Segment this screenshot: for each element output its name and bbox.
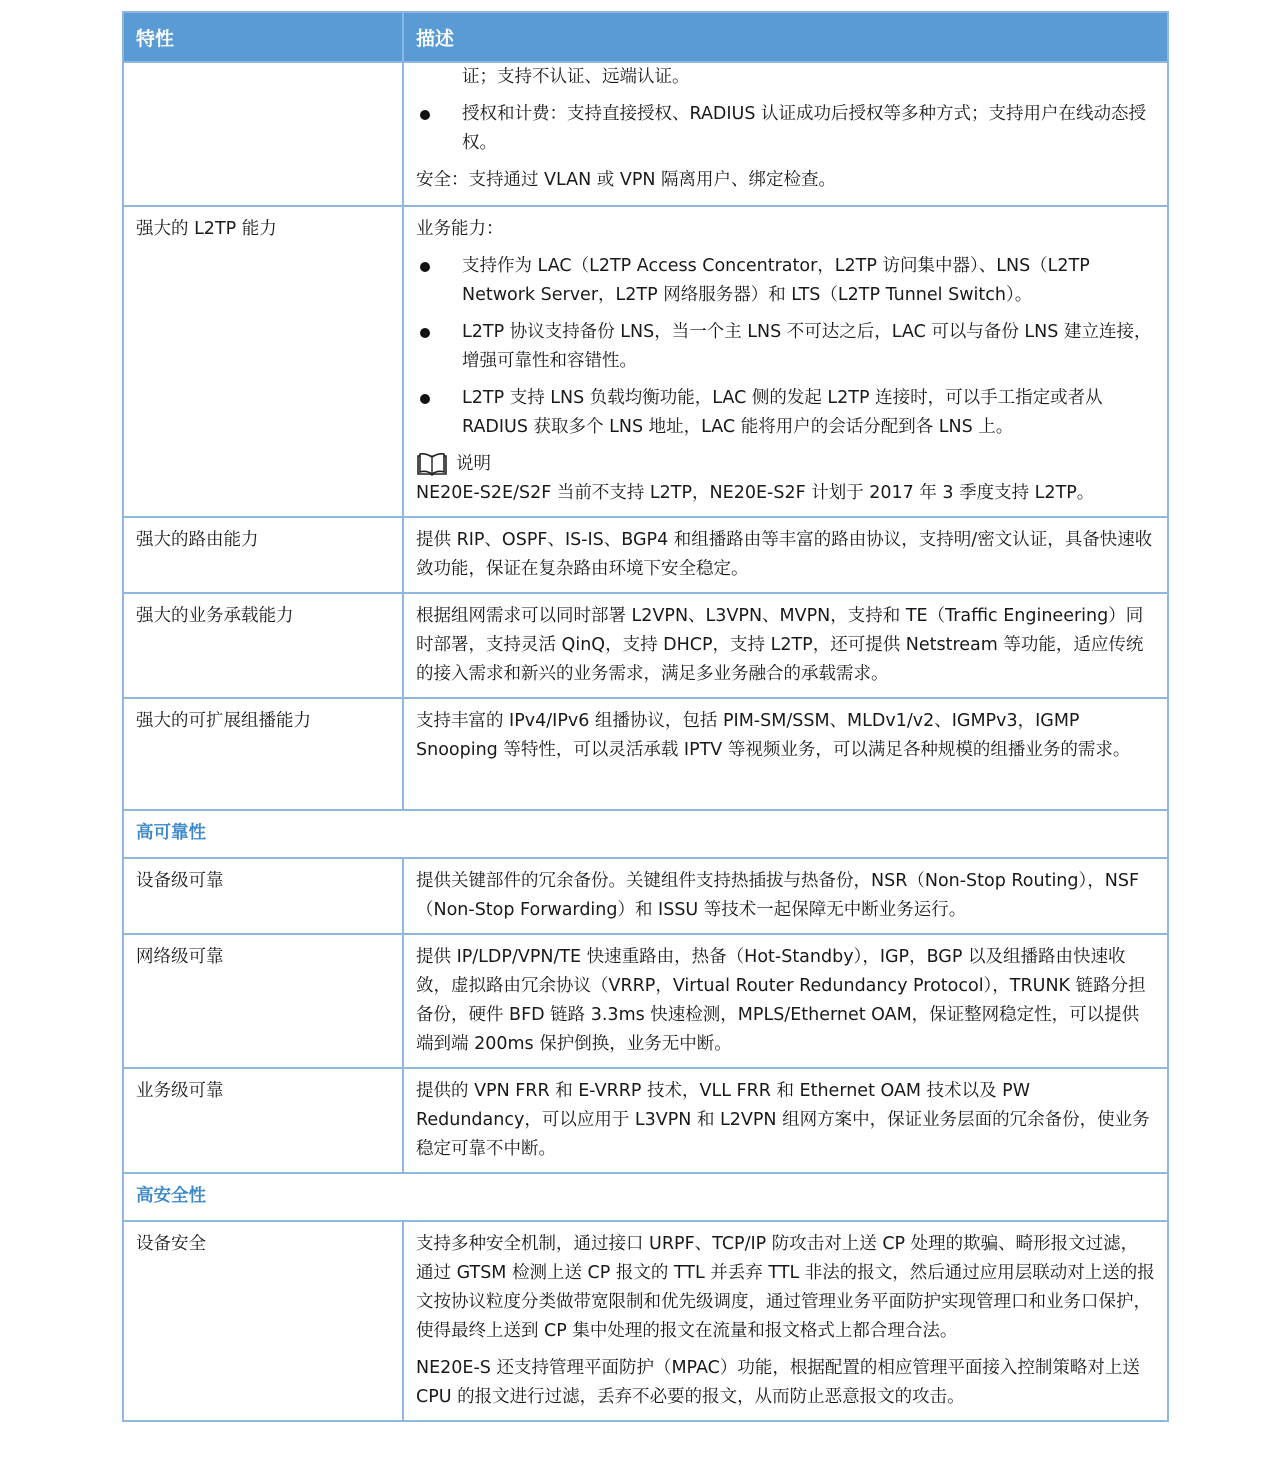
paragraph: NE20E-S 还支持管理平面防护（MPAC）功能，根据配置的相应管理平面接入控制策略对上送 CPU 的报文进行过滤，丢弃不必要的报文，从而防止恶意报文的攻击。 — [416, 1358, 1140, 1407]
feature-cell: 设备级可靠 — [123, 858, 403, 934]
feature-cell: 强大的可扩展组播能力 — [123, 698, 403, 810]
feature-cell: 网络级可靠 — [123, 934, 403, 1068]
note-label: 说明 — [456, 454, 491, 474]
table-header-row — [123, 12, 1168, 62]
section-title-security: 高安全性 — [123, 1173, 1168, 1221]
description-cell: 根据组网需求可以同时部署 L2VPN、L3VPN、MVPN，支持和 TE（Traffic Engineering）同时部署，支持灵活 QinQ，支持 DHCP，支持 L2TP，还可提供 Netstream 等功能，适应传统的接入需求和新兴的业务需求，满足多业务融合的承载需求。 — [403, 593, 1168, 698]
table-row — [123, 206, 1168, 517]
table-row — [123, 1068, 1168, 1173]
note-heading — [416, 450, 1155, 479]
feature-cell: 业务级可靠 — [123, 1068, 403, 1173]
bullet-list — [416, 252, 1155, 442]
paragraph: 支持多种安全机制，通过接口 URPF、TCP/IP 防攻击对上送 CP 处理的欺骗、畸形报文过滤，通过 GTSM 检测上送 CP 报文的 TTL 并丢弃 TTL 非法的报文，然后通过应用层联动对上送的报文按协议粒度分类做带宽限制和优先级调度，通过管理业务平面防护实现管理口和业务口保护，使得最终上送到 CP 集中处理的报文在流量和报文格式上都合理合法。 — [416, 1234, 1155, 1341]
continued-text: 证；支持不认证、远端认证。 — [462, 67, 690, 87]
feature-table — [122, 11, 1169, 1422]
table-row — [123, 858, 1168, 934]
table-row — [123, 517, 1168, 593]
feature-cell — [123, 62, 403, 206]
list-item: L2TP 协议支持备份 LNS，当一个主 LNS 不可达之后，LAC 可以与备份 LNS 建立连接，增强可靠性和容错性。 — [416, 318, 1155, 376]
description-cell: 提供 RIP、OSPF、IS-IS、BGP4 和组播路由等丰富的路由协议，支持明/密文认证，具备快速收敛功能，保证在复杂路由环境下安全稳定。 — [403, 517, 1168, 593]
list-item: L2TP 支持 LNS 负载均衡功能，LAC 侧的发起 L2TP 连接时，可以手工指定或者从 RADIUS 获取多个 LNS 地址，LAC 能将用户的会话分配到各 LNS 上。 — [416, 384, 1155, 442]
table-row — [123, 62, 1168, 206]
section-row — [123, 1173, 1168, 1221]
header-description: 描述 — [403, 12, 1168, 62]
description-cell: 提供关键部件的冗余备份。关键组件支持热插拔与热备份，NSR（Non-Stop Routing），NSF（Non-Stop Forwarding）和 ISSU 等技术一起保障无中断业务运行。 — [403, 858, 1168, 934]
bullet-list — [416, 100, 1155, 158]
feature-cell: 强大的路由能力 — [123, 517, 403, 593]
description-cell: 提供 IP/LDP/VPN/TE 快速重路由，热备（Hot-Standby），IGP，BGP 以及组播路由快速收敛，虚拟路由冗余协议（VRRP，Virtual Router Redundancy Protocol），TRUNK 链路分担备份，硬件 BFD 链路 3.3ms 快速检测，MPLS/Ethernet OAM，保证整网稳定性，可以提供端到端 200ms 保护倒换，业务无中断。 — [403, 934, 1168, 1068]
paragraph: 安全：支持通过 VLAN 或 VPN 隔离用户、绑定检查。 — [416, 170, 837, 190]
description-cell — [403, 206, 1168, 517]
list-item: 授权和计费：支持直接授权、RADIUS 认证成功后授权等多种方式；支持用户在线动态授权。 — [416, 100, 1155, 158]
book-icon — [416, 453, 448, 477]
note-text: NE20E-S2E/S2F 当前不支持 L2TP，NE20E-S2F 计划于 2017 年 3 季度支持 L2TP。 — [416, 483, 1095, 503]
paragraph: 业务能力： — [416, 219, 504, 239]
section-row — [123, 810, 1168, 858]
table-row — [123, 698, 1168, 810]
description-cell: 提供的 VPN FRR 和 E-VRRP 技术，VLL FRR 和 Ethernet OAM 技术以及 PW Redundancy，可以应用于 L3VPN 和 L2VPN 组网方案中，保证业务层面的冗余备份，使业务稳定可靠不中断。 — [403, 1068, 1168, 1173]
feature-cell: 设备安全 — [123, 1221, 403, 1421]
table-row — [123, 593, 1168, 698]
feature-cell: 强大的 L2TP 能力 — [123, 206, 403, 517]
description-cell — [403, 1221, 1168, 1421]
section-title-reliability: 高可靠性 — [123, 810, 1168, 858]
table-row — [123, 1221, 1168, 1421]
table-row — [123, 934, 1168, 1068]
feature-cell: 强大的业务承载能力 — [123, 593, 403, 698]
header-feature: 特性 — [123, 12, 403, 62]
list-item: 支持作为 LAC（L2TP Access Concentrator，L2TP 访问集中器）、LNS（L2TP Network Server，L2TP 网络服务器）和 LTS（L2TP Tunnel Switch）。 — [416, 252, 1155, 310]
description-cell — [403, 62, 1168, 206]
description-cell: 支持丰富的 IPv4/IPv6 组播协议，包括 PIM-SM/SSM、MLDv1/v2、IGMPv3，IGMP Snooping 等特性，可以灵活承载 IPTV 等视频业务，可以满足各种规模的组播业务的需求。 — [403, 698, 1168, 810]
